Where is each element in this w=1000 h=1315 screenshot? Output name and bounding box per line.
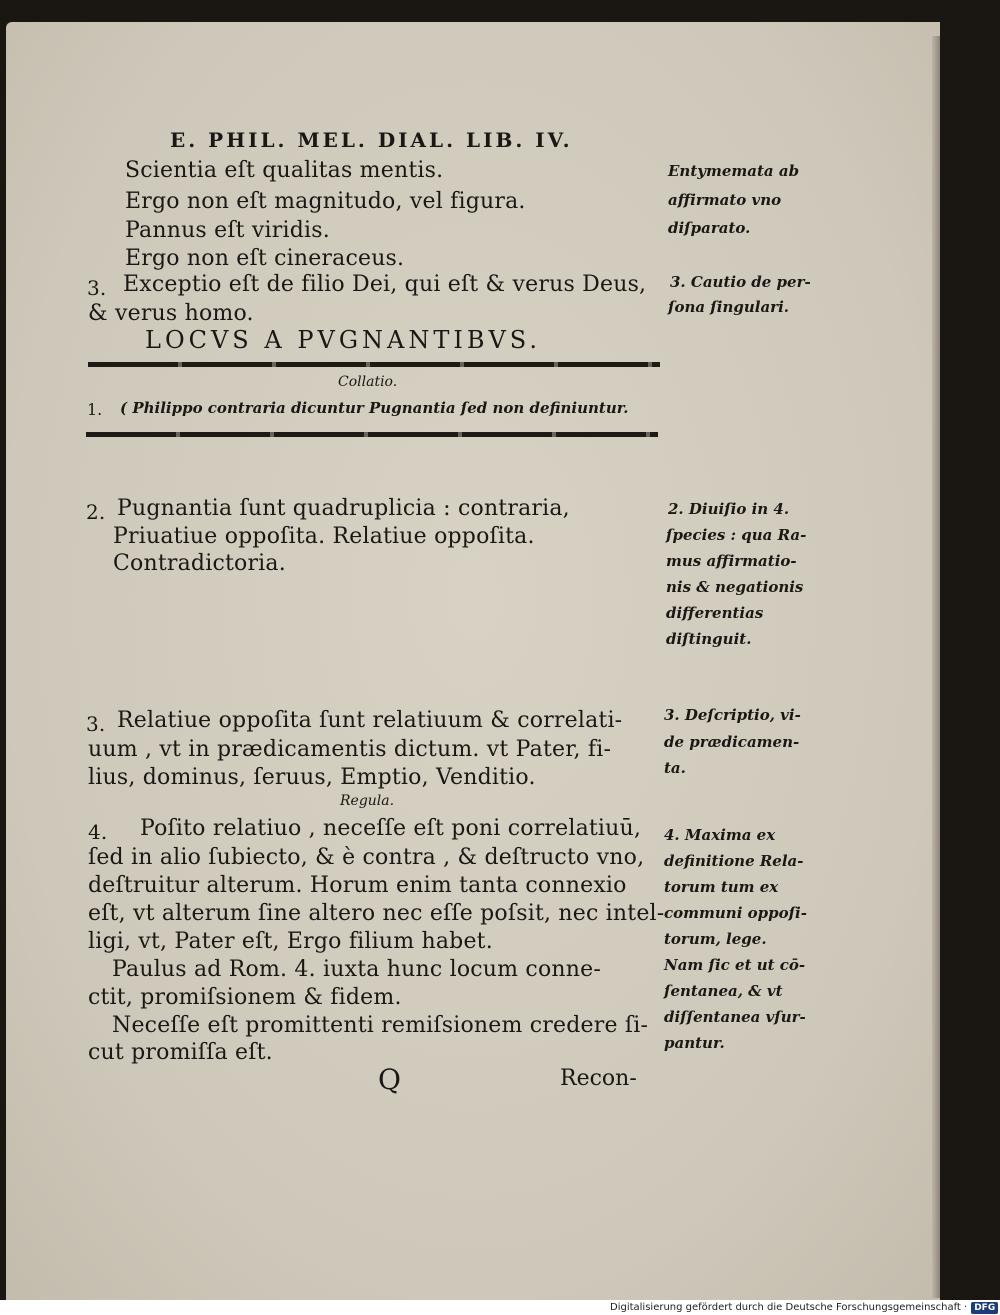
text-line: cut promiſſa eſt. xyxy=(88,1040,273,1065)
margin-note: differentias xyxy=(666,604,764,622)
text-line: Contradictoria. xyxy=(113,551,286,576)
catchword: Recon- xyxy=(560,1066,637,1091)
margin-note: 2. Diuiſio in 4. xyxy=(668,500,790,518)
margin-note: ſpecies : qua Ra- xyxy=(666,526,807,544)
ornamental-rule xyxy=(86,432,658,437)
text-line: Exceptio eſt de filio Dei, qui eſt & verus Deus, xyxy=(123,272,647,297)
text-line: ſed in alio ſubiecto, & è contra , & deſtructo vno, xyxy=(88,845,645,870)
regula-label: Regula. xyxy=(340,793,395,809)
paragraph-number: 3. xyxy=(87,276,107,300)
margin-note: mus affirmatio- xyxy=(666,552,797,570)
margin-note: torum tum ex xyxy=(664,878,779,896)
running-head: E. PHIL. MEL. DIAL. LIB. IV. xyxy=(170,128,573,152)
margin-note: de prædicamen- xyxy=(664,733,800,751)
margin-note: ſona ſingulari. xyxy=(668,298,789,316)
margin-note: 3. Deſcriptio, vi- xyxy=(664,706,801,724)
text-line: Pugnantia ſunt quadruplicia : contraria, xyxy=(117,496,570,521)
margin-note: ſentanea, & vt xyxy=(664,982,783,1000)
text-line: lius, dominus, ſeruus, Emptio, Venditio. xyxy=(88,765,536,790)
margin-note: affirmato vno xyxy=(668,191,782,209)
paragraph-number: 3. xyxy=(86,712,106,736)
margin-note: 4. Maxima ex xyxy=(664,826,776,844)
margin-note: nis & negationis xyxy=(666,578,804,596)
text-line: Neceſſe eſt promittenti remiſsionem credere ſi- xyxy=(112,1013,649,1038)
collatio-label: Collatio. xyxy=(338,374,398,390)
page-edge-shadow xyxy=(932,36,940,1298)
ornamental-rule xyxy=(88,362,660,367)
margin-note: Entymemata ab xyxy=(668,162,800,180)
text-line: eſt, vt alterum ſine altero nec eſſe poſsit, nec intel- xyxy=(88,901,665,926)
text-line: ctit, promiſsionem & fidem. xyxy=(88,985,402,1010)
signature-mark: Q xyxy=(378,1063,401,1096)
text-line: & verus homo. xyxy=(88,301,254,326)
text-line: ligi, vt, Pater eſt, Ergo filium habet. xyxy=(88,929,493,954)
margin-note: diſſentanea vſur- xyxy=(664,1008,806,1026)
footer-text: Digitalisierung gefördert durch die Deutsche Forschungsgemeinschaft · xyxy=(610,1302,968,1313)
margin-note: ta. xyxy=(664,759,686,777)
text-line: Ergo non eſt cineraceus. xyxy=(125,246,405,271)
text-line: Ergo non eſt magnitudo, vel figura. xyxy=(125,189,526,214)
margin-note: diſparato. xyxy=(668,219,751,237)
text-line: deſtruitur alterum. Horum enim tanta connexio xyxy=(88,873,627,898)
section-heading: LOCVS A PVGNANTIBVS. xyxy=(145,326,541,354)
margin-note: communi oppoſi- xyxy=(664,904,807,922)
margin-note: pantur. xyxy=(664,1034,725,1052)
text-line: uum , vt in prædicamentis dictum. vt Pater, fi- xyxy=(88,737,612,762)
margin-note: definitione Rela- xyxy=(664,852,804,870)
digitization-footer xyxy=(610,1300,1000,1315)
text-line: Priuatiue oppoſita. Relatiue oppoſita. xyxy=(113,524,535,549)
dfg-logo: DFG xyxy=(971,1302,998,1314)
text-line: Paulus ad Rom. 4. iuxta hunc locum conne- xyxy=(112,957,601,982)
text-line: Poſito relatiuo , neceſſe eſt poni correlatiuū, xyxy=(140,816,642,841)
margin-note: diſtinguit. xyxy=(666,630,752,648)
paragraph-number: 1. xyxy=(87,400,103,419)
margin-note: torum, lege. xyxy=(664,930,767,948)
margin-note: Nam ſic et ut cō- xyxy=(664,956,806,974)
paragraph-number: 4. xyxy=(88,820,108,844)
text-line: Scientia eſt qualitas mentis. xyxy=(125,158,444,183)
paragraph-number: 2. xyxy=(86,500,106,524)
collatio-text: ( Philippo contraria dicuntur Pugnantia ſed non definiuntur. xyxy=(120,399,629,417)
text-line: Pannus eſt viridis. xyxy=(125,218,330,243)
margin-note: 3. Cautio de per- xyxy=(670,273,811,291)
text-line: Relatiue oppoſita ſunt relatiuum & correlati- xyxy=(117,708,623,733)
